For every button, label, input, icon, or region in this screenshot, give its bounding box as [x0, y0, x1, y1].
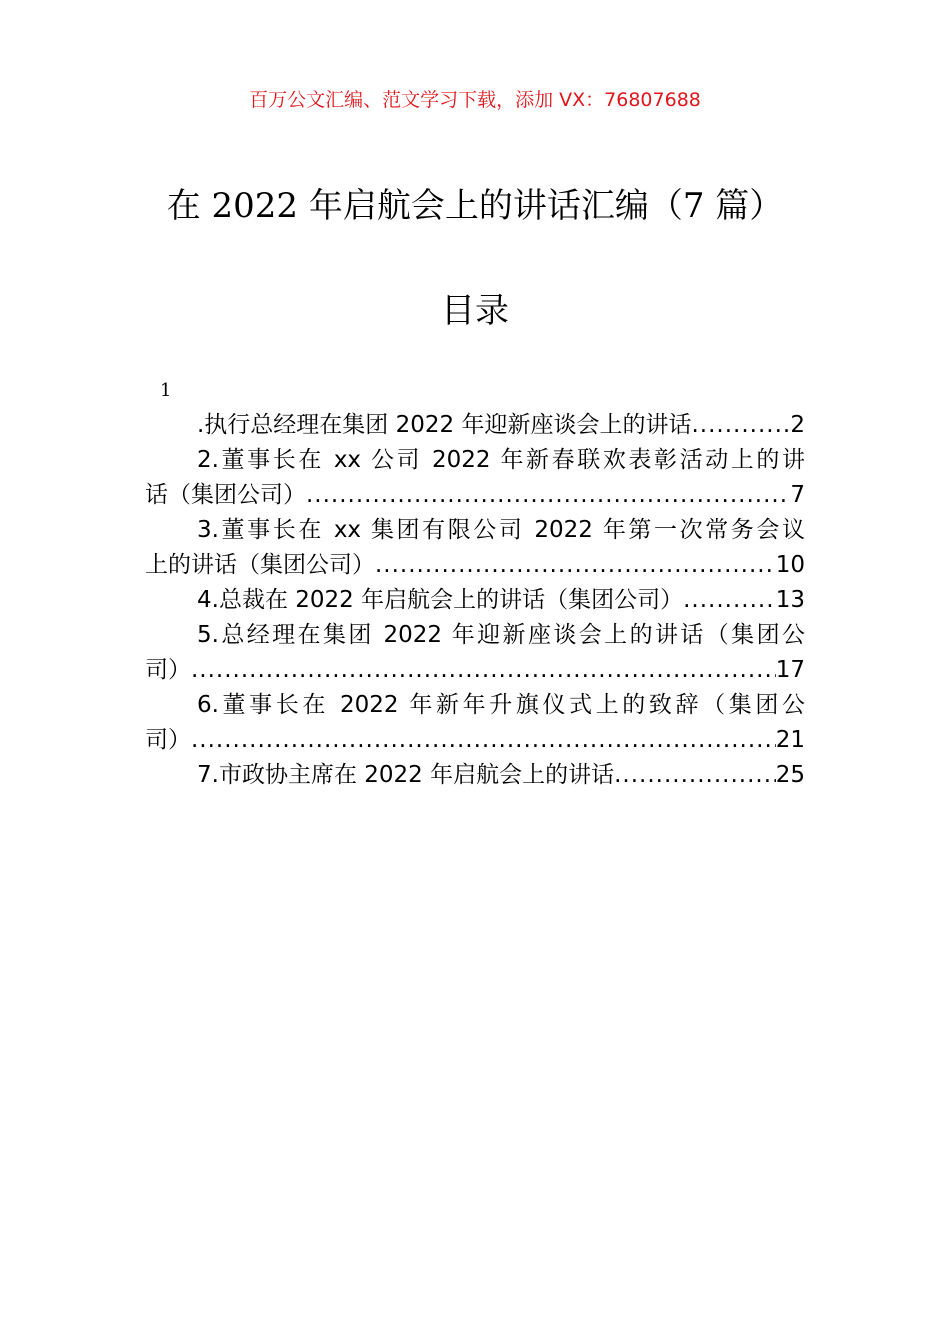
toc-marker: 1 — [160, 380, 172, 401]
toc-entry-line — [145, 758, 805, 793]
toc-entry-text: .执行总经理在集团 2022 年迎新座谈会上的讲话 — [197, 412, 692, 438]
toc-leader-dots — [683, 583, 776, 618]
toc-page-number: 13 — [775, 587, 805, 613]
toc-page-number: 2 — [790, 412, 805, 438]
toc-entry-line — [145, 723, 805, 758]
toc-entry-6[interactable] — [145, 688, 805, 758]
toc-heading: 目录 — [441, 291, 509, 331]
toc-entry-line — [145, 618, 805, 653]
toc-leader-dots — [375, 548, 776, 583]
toc-entry-text: 话（集团公司） — [145, 482, 306, 508]
toc-entry-line — [145, 548, 805, 583]
toc-entry-text: 司） — [145, 657, 191, 683]
toc-page-number: 17 — [775, 657, 805, 683]
toc-entry-text: 7.市政协主席在 2022 年启航会上的讲话 — [197, 762, 615, 788]
toc-entry-text: 6.董事长在 2022 年新年升旗仪式上的致辞（集团公 — [197, 692, 805, 718]
toc-entry-text: 司） — [145, 727, 191, 753]
toc-entry-line — [145, 513, 805, 548]
toc-entry-line — [145, 688, 805, 723]
toc-entry-text: 3.董事长在 xx 集团有限公司 2022 年第一次常务会议 — [197, 517, 805, 543]
document-title: 在 2022 年启航会上的讲话汇编（7 篇） — [166, 186, 784, 226]
toc-entry-2[interactable] — [145, 443, 805, 513]
toc-entry-4[interactable] — [145, 583, 805, 618]
toc-page-number: 21 — [775, 727, 805, 753]
toc-entry-5[interactable] — [145, 618, 805, 688]
toc-entry-text: 4.总裁在 2022 年启航会上的讲话（集团公司） — [197, 587, 684, 613]
toc-leader-dots — [191, 653, 776, 688]
toc-entry-text: 上的讲话（集团公司） — [145, 552, 375, 578]
toc-page-number: 10 — [775, 552, 805, 578]
toc-entry-line — [145, 443, 805, 478]
toc-entry-3[interactable] — [145, 513, 805, 583]
toc-entry-line — [145, 653, 805, 688]
toc-entry-line — [145, 478, 805, 513]
toc-entry-text: 2.董事长在 xx 公司 2022 年新春联欢表彰活动上的讲 — [197, 447, 805, 473]
toc-entry-text: 5.总经理在集团 2022 年迎新座谈会上的讲话（集团公 — [197, 622, 805, 648]
toc-page-number: 25 — [775, 762, 805, 788]
toc-entry-line — [145, 408, 805, 443]
toc-page-number: 7 — [790, 482, 805, 508]
toc-entry-line — [145, 583, 805, 618]
toc-leader-dots — [614, 758, 776, 793]
toc-entry-7[interactable] — [145, 758, 805, 793]
toc-leader-dots — [306, 478, 790, 513]
header-note: 百万公文汇编、范文学习下载，添加 VX：76807688 — [249, 89, 701, 111]
table-of-contents — [145, 408, 805, 793]
toc-leader-dots — [691, 408, 790, 443]
toc-leader-dots — [191, 723, 776, 758]
toc-entry-1[interactable] — [145, 408, 805, 443]
